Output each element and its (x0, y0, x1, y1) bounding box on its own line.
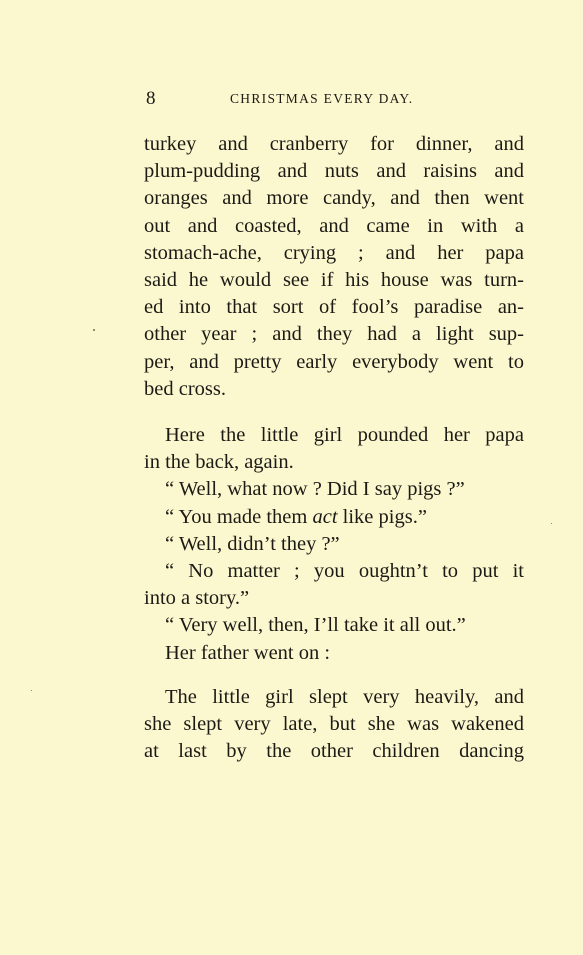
text-line: bed cross. (144, 377, 226, 400)
text-line: she slept very late, but she was wakened (144, 713, 524, 736)
text-line: The little girl slept very heavily, and (165, 686, 524, 708)
dialogue-before-emphasis: “ You made them (165, 505, 313, 528)
text-line: other year ; and they had a light sup- (144, 323, 524, 346)
text-line: oranges and more candy, and then went (144, 187, 524, 210)
text-line: said he would see if his house was turn- (144, 269, 524, 292)
paper-speck (93, 329, 95, 331)
text-line: ed into that sort of fool’s paradise an- (144, 296, 524, 319)
dialogue-line-act (144, 504, 524, 531)
text-line: in the back, again. (144, 451, 294, 474)
emphasis-act: act (312, 505, 338, 528)
dialogue-line: “ Well, didn’t they ?” (165, 532, 340, 555)
text-line: plum-pudding and nuts and raisins and (144, 160, 524, 183)
paper-speck (31, 690, 32, 691)
paper-speck (551, 523, 552, 524)
page-number: 8 (146, 88, 156, 109)
text-line: stomach-ache, crying ; and her papa (144, 241, 524, 264)
text-line: at last by the other children dancing (144, 740, 524, 763)
paragraph-3 (144, 684, 524, 766)
dialogue-line: “ Very well, then, I’ll take it all out.” (165, 614, 466, 637)
text-line: per, and pretty early everybody went to (144, 350, 524, 373)
text-line: turkey and cranberry for dinner, and (144, 133, 524, 155)
paragraph-1 (144, 131, 524, 403)
dialogue-line: “ Well, what now ? Did I say pigs ?” (165, 478, 465, 501)
text-line: Her father went on : (165, 641, 331, 664)
dialogue-line: “ No matter ; you oughtn’t to put it (165, 560, 524, 583)
text-line: Here the little girl pounded her papa (165, 424, 524, 446)
page-header (146, 88, 524, 114)
dialogue-after-emphasis: like pigs.” (337, 505, 427, 528)
text-line: into a story.” (144, 587, 250, 610)
text-line: out and coasted, and came in with a (144, 214, 524, 237)
paragraph-2 (144, 422, 524, 667)
running-head: CHRISTMAS EVERY DAY. (230, 91, 414, 106)
